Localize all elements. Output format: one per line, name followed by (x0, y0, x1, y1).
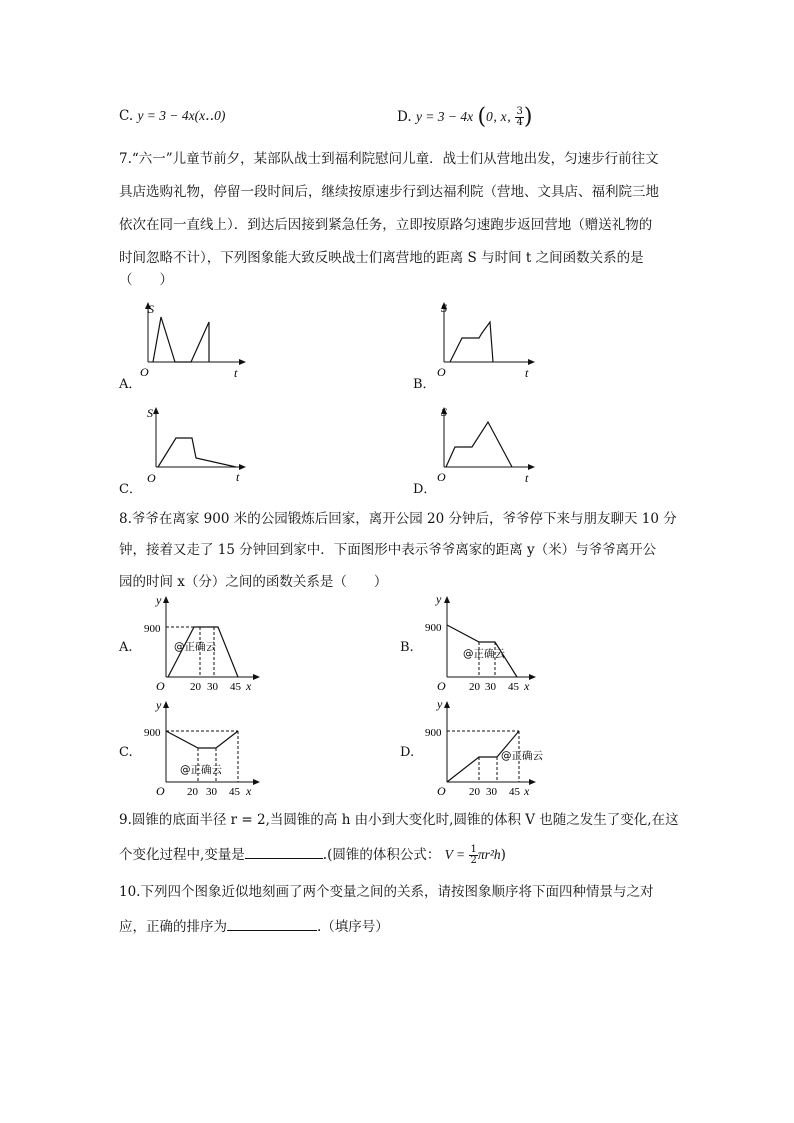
q8b-x-tick-30: 30 (485, 681, 496, 693)
q8a-x-label: x (246, 679, 252, 693)
q7-graph-a (138, 295, 258, 385)
q6-option-d: D. y = 3 − 4x (0‚ x‚ $\frac{3}{4}$ ) (397, 104, 533, 130)
q7-option-b-label: B． (413, 377, 436, 392)
q7b-curve (450, 322, 493, 362)
q8b-origin: O (437, 679, 446, 693)
q10-line-2 (119, 916, 389, 936)
q8c-origin: O (156, 784, 165, 798)
q9-line-2-end: ) (500, 847, 506, 863)
q8c-x-tick-45: 45 (229, 786, 240, 798)
q8c-watermark: @正确云 (180, 764, 222, 776)
q7-line-3: 依次在同一直线上）．到达后因接到紧急任务，立即按原路匀速跑步返回营地（赠送礼物的 (119, 217, 653, 233)
q7d-origin: O (437, 470, 446, 484)
q6-option-d-domain: 0‚ x‚ (486, 109, 512, 124)
q7c-origin: O (147, 471, 156, 485)
q10-line-2-suffix: .（填序号） (317, 919, 389, 935)
q7a-y-label: S (148, 302, 154, 316)
q8d-x-tick-45: 45 (509, 786, 520, 798)
q8d-x-tick-20: 20 (469, 786, 480, 798)
q8-line-3: 园的时间 x（分）之间的函数关系是（ ） (119, 574, 388, 590)
q10-line-2-prefix: 应，正确的排序为 (119, 919, 227, 935)
q8a-x-tick-30: 30 (207, 681, 218, 693)
q7b-origin: O (437, 365, 446, 379)
q8-graph-a (132, 582, 267, 694)
q8-graph-b (413, 582, 548, 694)
q6-option-d-letter: D. (397, 109, 412, 125)
q9-line-1: 9.圆锥的底面半径 r = 2,当圆锥的高 h 由小到大变化时,圆锥的体积 V 也随之发生了变化,在这 (119, 812, 679, 828)
q8d-origin: O (437, 784, 446, 798)
q7c-y-label: S (147, 406, 153, 420)
q10-line-1: 10.下列四个图象近似地刻画了两个变量之间的关系，请按图象顺序将下面四种情景与之对 (119, 884, 654, 900)
q8b-watermark: @正确云 (463, 648, 505, 660)
q9-line-2 (119, 844, 506, 866)
q8d-x-tick-30: 30 (486, 786, 497, 798)
q8a-y-label: y (156, 593, 162, 607)
q8-option-a-label: A. (119, 640, 133, 655)
q7b-y-label: S (441, 301, 447, 315)
q7c-curve (158, 438, 236, 467)
q7-graph-c (138, 400, 258, 490)
q9-formula-lhs: V = (444, 847, 466, 862)
q8a-y-tick: 900 (144, 623, 161, 635)
q8c-x-tick-20: 20 (187, 786, 198, 798)
q7-line-5: （ ） (119, 272, 173, 288)
q8a-origin: O (156, 679, 165, 693)
q9-formula-fraction: $\frac{1}{2}$ (470, 844, 477, 866)
q8-graph-c (132, 687, 267, 799)
q9-formula-rhs: πr²h (477, 847, 501, 862)
q8-line-1: 8.爷爷在离家 900 米的公园锻炼后回家，离开公园 20 分钟后，爷爷停下来与朋友聊天 10 分 (119, 511, 677, 527)
q8-line-2: 钟，接着又走了 15 分钟回到家中．下面图形中表示爷爷离家的距离 y（米）与爷爷离开公 (119, 542, 657, 558)
q7a-curve (153, 317, 209, 362)
q8c-y-label: y (156, 698, 162, 712)
q7a-x-label: t (234, 366, 238, 380)
q8a-watermark: @正确云 (174, 641, 216, 653)
q7d-y-label: S (441, 405, 447, 419)
q8d-x-label: x (524, 784, 530, 798)
q7-option-a-label: A． (119, 377, 142, 392)
q8-option-c-label: C. (119, 745, 133, 760)
q9-answer-blank[interactable] (245, 844, 323, 859)
q7-option-d-label: D． (413, 482, 437, 497)
q8c-x-tick-30: 30 (206, 786, 217, 798)
q7-line-4: 时间忽略不计），下列图象能大致反映战士们离营地的距离 S 与时间 t 之间函数关系的是 (119, 250, 644, 266)
q8d-y-tick: 900 (425, 727, 442, 739)
q7-line-2: 具店选购礼物，停留一段时间后，继续按原速步行到达福利院（营地、文具店、福利院三地 (119, 184, 659, 200)
q7a-origin: O (140, 365, 149, 379)
q8c-y-tick: 900 (144, 727, 161, 739)
q8c-curve (166, 731, 238, 748)
q8-graph-d (413, 687, 548, 799)
q8-option-d-label: D. (400, 745, 415, 760)
q7c-x-label: t (236, 470, 240, 484)
q8b-x-label: x (524, 679, 530, 693)
q9-line-2-prefix: 个变化过程中,变量是 (119, 847, 245, 863)
q7-graph-b (432, 295, 552, 385)
q7-option-c-label: C． (119, 482, 142, 497)
q8b-y-tick: 900 (425, 622, 442, 634)
q8b-x-tick-20: 20 (469, 681, 480, 693)
q7d-curve (446, 422, 512, 467)
q8c-x-label: x (246, 784, 252, 798)
q7-line-1: 7.“六一”儿童节前夕，某部队战士到福利院慰问儿童．战士们从营地出发，匀速步行前往文 (119, 151, 659, 167)
q6-option-d-formula: y = 3 − 4x (415, 109, 474, 124)
q8-option-b-label: B. (400, 640, 414, 655)
q8b-x-tick-45: 45 (508, 681, 519, 693)
q7b-x-label: t (525, 366, 529, 380)
q8a-x-tick-20: 20 (190, 681, 201, 693)
q6-option-d-fraction: $\frac{3}{4}$ (516, 106, 523, 128)
q7-graph-d (432, 400, 552, 490)
q6-option-c (119, 107, 225, 125)
q8d-y-label: y (437, 697, 443, 711)
q7d-x-label: t (525, 471, 529, 485)
q9-formula-intro: .(圆锥的体积公式： (322, 847, 441, 863)
q8a-x-tick-45: 45 (230, 681, 241, 693)
q8b-y-label: y (436, 592, 442, 606)
q6-option-c-letter: C. (119, 108, 134, 124)
q8d-watermark: @正确云 (501, 750, 543, 762)
q6-option-c-formula: y = 3 − 4x(x‥0) (137, 108, 226, 123)
q10-answer-blank[interactable] (227, 916, 317, 931)
